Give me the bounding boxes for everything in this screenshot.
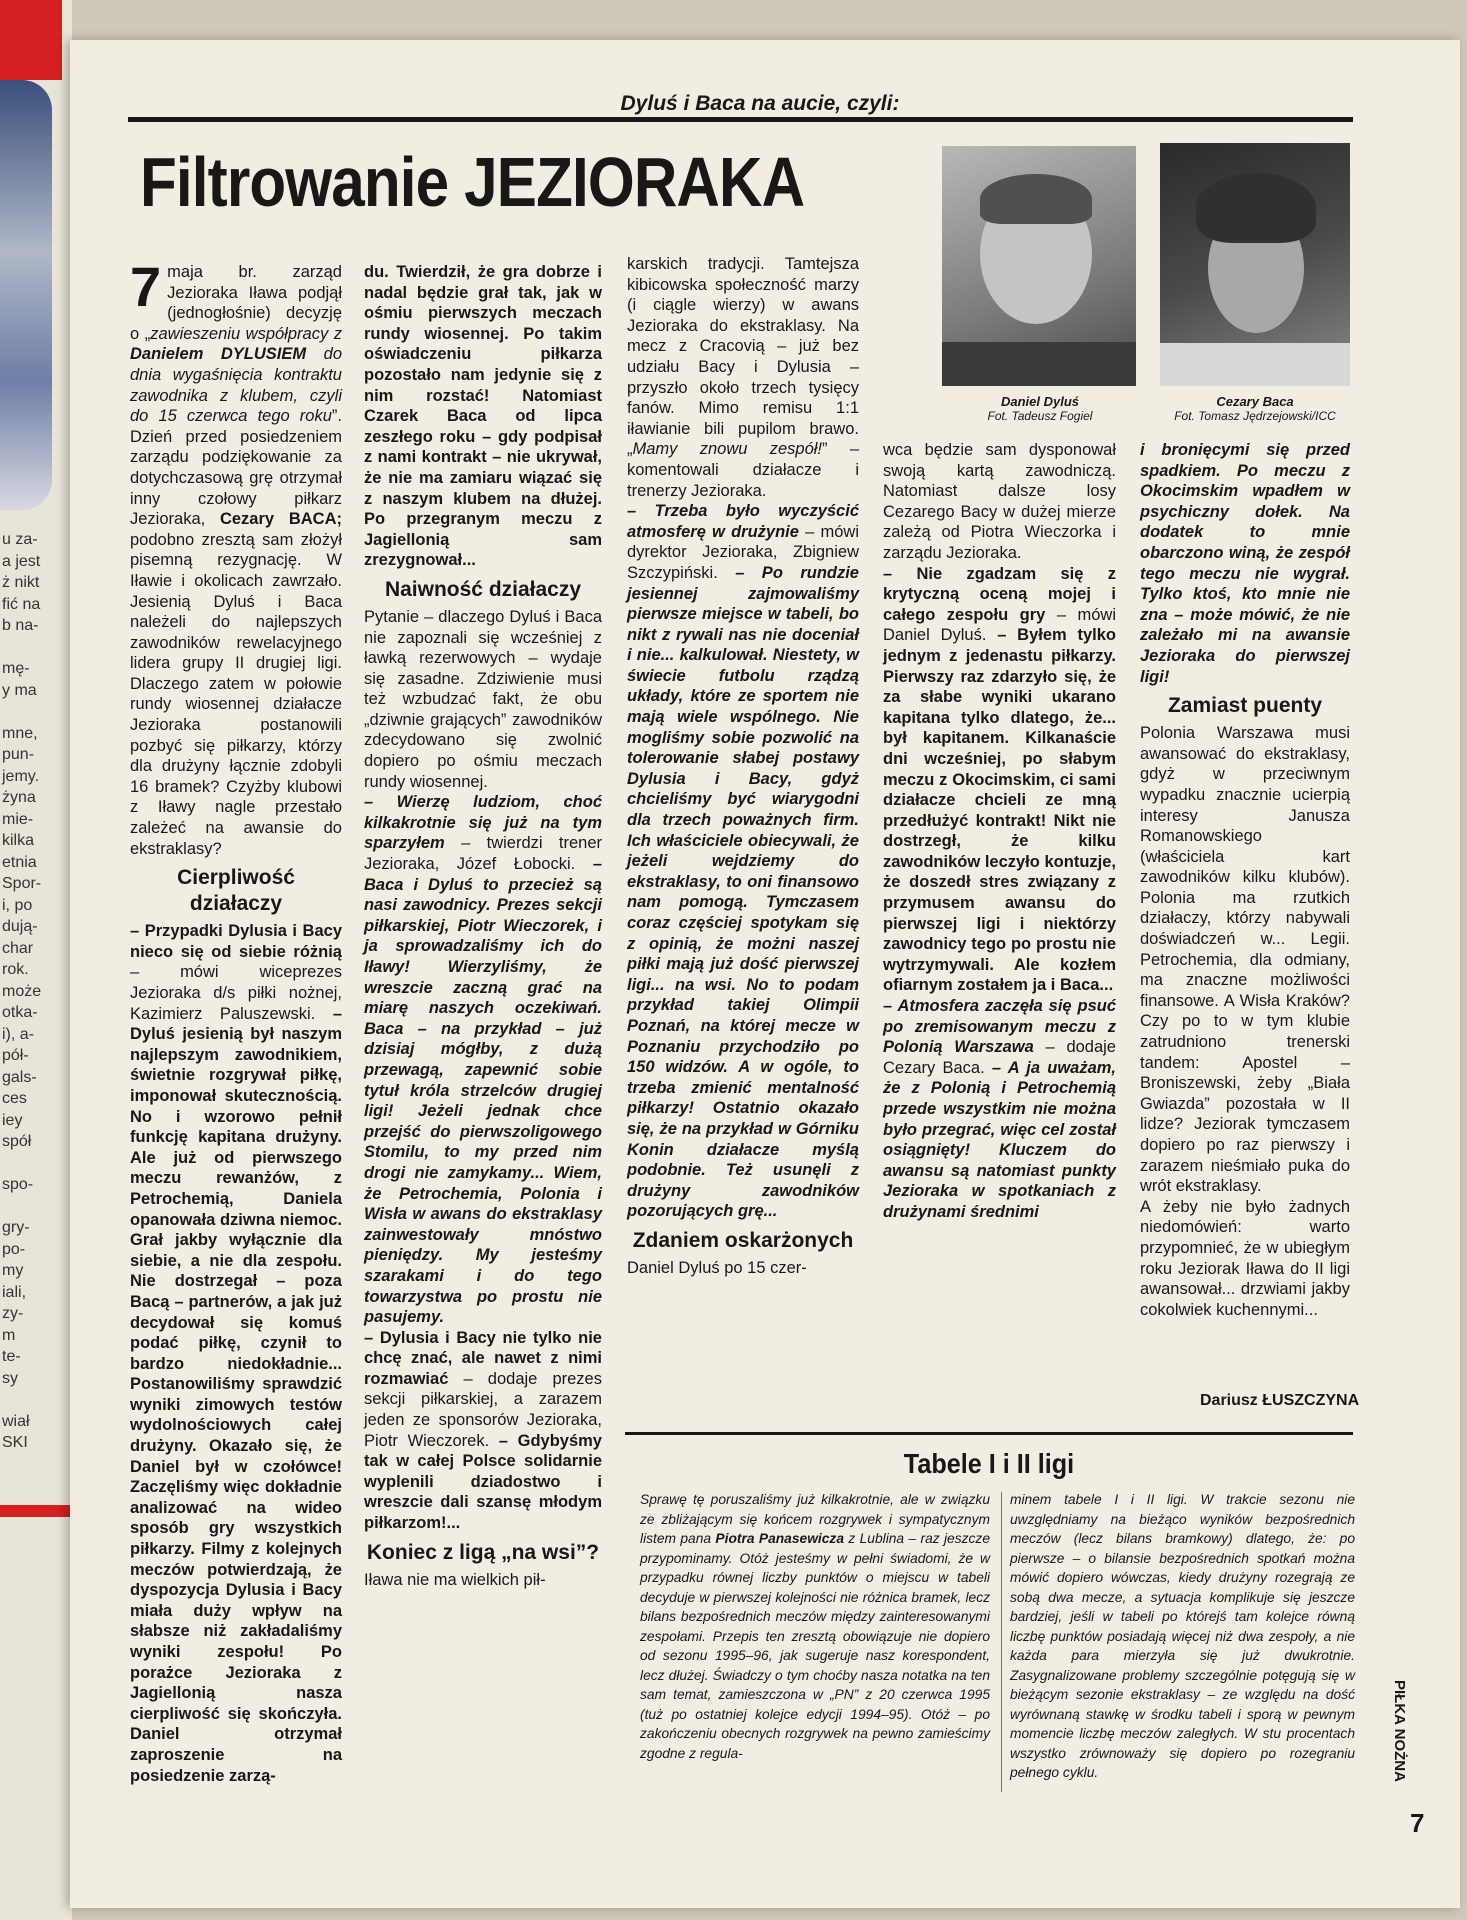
adjacent-page-fragment: etnia	[2, 853, 37, 871]
adjacent-page-fragment: żyna	[2, 789, 36, 806]
top-rule	[128, 117, 1353, 122]
subheading-zdaniem: Zdaniem oskarżonych	[632, 1228, 854, 1252]
page-number: 7	[1410, 1808, 1425, 1838]
column-3: karskich tradycji. Tamtejsza kibicowska społeczność marzy (i ciągle wierzy) w awans Jezioraka do ekstraklasy. Na mecz z Cracovią – już bez udziału Bacy i Dylusia – przyszło około trzech tysięcy fanów. Mimo remisu 1:1 iławianie bili pupilom brawo. „Mamy znowu zespół!” – komentowali działacze i trenerzy Jezioraka. – Trzeba było wyczyścić atmosferę w drużynie – mówi dyrektor Jezioraka, Zbigniew Szczypiński. – Po rundzie jesiennej zajmowaliśmy pierwsze miejsce w tabeli, bo nikt z rywali nas nie doceniał i nie... kalkulował. Niestety, w świecie futbolu rządzą układy, które ze sportem nie mają wiele wspólnego. Nie mogliśmy sobie pozwolić na tolerowanie słabej postawy Dylusia i Bacy, gdyż chcieliśmy być wiarygodni dla trzech poważnych firm. Ich właściciele obiecywali, że jeżeli wejdziemy do ekstraklasy, to oni finansowo nam pomogą. Tymczasem coraz częściej spotykam się z opinią, że możni naszej piłki mają już dość pierwszej ligi... na wsi. No to podam przykład takiej Olimpii Poznań, na której mecze w Poznaniu przychodziło po 150 widzów. A w ogóle, to trzeba zmienić mentalność piłkarzy! Ostatnio okazało się, że na przykład w Górniku Konin działacze myślą podobnie. Też usunęli z drużyny zawodników pozorujących grę... Zdaniem oskarżonych Daniel Dyluś po 15 czer-	[627, 255, 859, 1277]
tables-rule	[625, 1432, 1353, 1435]
adjacent-page-fragment: może	[2, 982, 42, 1000]
subheading-koniec: Koniec z ligą „na wsi”?	[366, 1540, 600, 1564]
adjacent-page-fragment: Spor-	[2, 875, 42, 892]
adjacent-page-fragment: po-	[2, 1240, 26, 1258]
caption-dylus: Daniel Dyluś Fot. Tadeusz Fogiel	[987, 394, 1093, 423]
adjacent-page-fragment: rok.	[2, 961, 29, 978]
adjacent-page-fragment: i, po	[2, 896, 33, 914]
adjacent-page-fragment: otka-	[2, 1004, 38, 1021]
subheading-zamiast-puenty: Zamiast puenty	[1167, 694, 1323, 718]
adjacent-page-fragment: wiał	[2, 1412, 30, 1430]
adjacent-page-red-line	[0, 1505, 72, 1517]
portrait-hair	[980, 174, 1092, 224]
portrait-shirt	[1160, 343, 1350, 386]
tables-text-right: minem tabele I i II ligi. W trakcie sezonu nie uwzględniamy na bieżąco wyników bezpośrednich meczów (lecz bilans bramkowy) dlatego, że: po pierwsze – o bilansie bezpośrednich spotkań można mówić dopiero wówczas, kiedy drużyny rozegrają ze sobą dwa mecze, a sytuacja komplikuje się jeszcze bardziej, jeśli w tabeli po którejś tam kolejce równą liczbę punktów posiadają więcej niż dwa zespoły, a nie każda para mierzyła się już dwukrotnie. Zasygnalizowane problemy szczególnie potęgują się w bieżącym sezonie ekstraklasy – ze względu na dość wyrównaną stawkę w środku tabeli i sporą w pewnym momencie liczbę meczów zaległych. W stu procentach wszystko zrównoważy się dopiero po rozegraniu pełnego cyklu.	[1010, 1492, 1355, 1780]
tables-heading: Tabele I i II ligi	[903, 1448, 1075, 1479]
adjacent-page-fragment: gals-	[2, 1068, 37, 1086]
adjacent-page-fragment: a jest	[2, 552, 41, 570]
adjacent-page-photo	[0, 80, 52, 510]
adjacent-page-fragment: kilka	[2, 832, 35, 849]
adjacent-page-strip	[0, 0, 72, 1920]
article-author: Dariusz ŁUSZCZYNA	[1200, 1392, 1360, 1409]
adjacent-page-fragment: u za-	[2, 531, 38, 548]
adjacent-page-fragment: jemy.	[2, 767, 40, 785]
adjacent-page-fragment: ż nikt	[2, 574, 40, 591]
adjacent-page-fragment: i), a-	[2, 1025, 34, 1043]
photo-cezary-baca	[1160, 143, 1350, 386]
magazine-name-vertical: PIŁKA NOŻNA	[1391, 1680, 1408, 1782]
adjacent-page-fragment: b na-	[2, 617, 39, 634]
column-5: i bronięcymi się przed spadkiem. Po meczu z Okocimskim wpadłem w psychiczny dołek. Na dodatek to mnie obarczono winą, że zespół tego meczu nie wygrał. Tylko ktoś, kto mnie nie zna – może mówić, że nie zależało mi na awansie Jezioraka do pierwszej ligi! Zamiast puenty Polonia Warszawa musi awansować do ekstraklasy, gdyż w przeciwnym wypadku znacznie ucierpią interesy Janusza Romanowskiego (właściciela kart zawodników kilku klubów). Polonia ma rzutkich działaczy, którzy nabywali doświadczeń w... Legii. Petrochemia, dla odmiany, ma znaczne możliwości finansowe. A Wisła Kraków? Czy po to w tym klubie zatrudniono trenerski tandem: Apostel – Broniszewski, żeby „Biała Gwiazda” pozostała w II lidze? Jeziorak tymczasem dopiero po raz pierwszy i zarazem nieśmiało puka do wrót ekstraklasy. A żeby nie było żadnych niedomówień: warto przypomnieć, że w ubiegłym roku Jeziorak Iława do II ligi awansował... drzwiami jakby cokolwiek kuchennymi...	[1140, 441, 1350, 1319]
adjacent-page-fragment: y ma	[2, 681, 37, 699]
column-4: wca będzie sam dysponował swoją kartą zawodniczą. Natomiast dalsze losy Cezarego Bacy w dużej mierze zależą od Piotra Wieczorka i zarządu Jezioraka. – Nie zgadzam się z krytyczną oceną mojej i całego zespołu gry – mówi Daniel Dyluś. – Byłem tylko jednym z jedenastu piłkarzy. Pierwszy raz zdarzyło się, że za słabe wyniki ukarano kapitana tylko dlatego, że... był kapitanem. Kilkanaście dni wcześniej, po słabym meczu z Okocimskim, ci sami działacze chcieli ze mną przedłużyć kontrakt! Nikt nie dostrzegł, że kilku zawodników leczyło kontuzje, że doszedł stres związany z przymusem awansu do pierwszej ligi i niektórzy zawodnicy tego po prostu nie wytrzymywali. Ale kozłem ofiarnym zostałem ja i Baca... – Atmosfera zaczęła się psuć po zremisowanym meczu z Polonią Warszawa – dodaje Cezary Baca. – A ja uważam, że z Polonią i Petrochemią przede wszystkim nie można było przegrać, więc cel został osiągnięty! Kluczem do awansu są natomiast punkty Jezioraka w spotkaniach z drużynami średnimi	[883, 441, 1117, 1221]
adjacent-page-fragment: mę-	[2, 660, 30, 677]
caption-baca: Cezary Baca Fot. Tomasz Jędrzejowski/ICC	[1174, 394, 1336, 423]
adjacent-page-fragment: SKI	[2, 1434, 28, 1451]
column-2: du. Twierdził, że gra dobrze i nadal będzie grał tak, jak w ośmiu pierwszych meczach rundy wiosennej. Po takim oświadczeniu piłkarza pozostało nam jedynie się z nim rozstać! Natomiast Czarek Baca od lipca zeszłego roku – gdy podpisał z nami kontrakt – nie ukrywał, że nie ma zamiaru wiązać się z naszym klubem na dłużej. Po przegranym meczu z Jagiellonią sam zrezygnował... Naiwność działaczy Pytanie – dlaczego Dyluś i Baca nie zapoznali się wcześniej z ławką rezerwowych – wydaje się zasadne. Zdziwienie musi też wzbudzać fakt, że obu „dziwnie grających” zawodników zdecydowano się zwolnić dopiero po ośmiu meczach rundy wiosennej. – Wierzę ludziom, choć kilkakrotnie się już na tym sparzyłem – twierdzi trener Jezioraka, Józef Łobocki. – Baca i Dyluś to przecież są nasi zawodnicy. Prezes sekcji piłkarskiej, Piotr Wieczorek, i ja sprowadzaliśmy ich do Iławy! Wierzyliśmy, że wreszcie zaczną grać na miarę naszych oczekiwań. Baca – na przykład – już dzisiaj mógłby, z dużą przewagą, zapewnić sobie tytuł króla strzelców drugiej ligi! Jeżeli jednak chce przejść do pierwszoligowego Stomilu, to my przed nim drogi nie zamykamy... Wiem, że Petrochemia, Polonia i Wisła w awans do ekstraklasy zainwestowały mnóstwo pieniędzy. My jesteśmy szarakami i do tego towarzystwa po prostu nie pasujemy. – Dylusia i Bacy nie tylko nie chcę znać, ale nawet z nimi rozmawiać – dodaje prezes sekcji piłkarskiej, a zarazem jeden ze sponsorów Jezioraka, Piotr Wieczorek. – Gdybyśmy tak w całej Polsce solidarnie wyplenili dziadostwo i wreszcie dali szansę młodym piłkarzom!... Koniec z ligą „na wsi”? Iława nie ma wielkich pił-	[364, 263, 602, 1589]
subheading-naiwnosc: Naiwność działaczy	[384, 577, 582, 601]
adjacent-page-fragment: my	[2, 1262, 24, 1279]
adjacent-page-fragment: m	[2, 1326, 16, 1344]
adjacent-page-fragment: fić na	[2, 595, 41, 613]
tables-column-separator	[1001, 1492, 1002, 1792]
adjacent-page-fragment: char	[2, 939, 34, 957]
article-headline: Filtrowanie JEZIORAKA	[140, 143, 805, 221]
drop-cap: 7	[130, 255, 162, 318]
adjacent-page-fragment: ces	[2, 1090, 27, 1107]
portrait-hair	[1196, 173, 1316, 243]
article-kicker: Dyluś i Baca na aucie, czyli:	[620, 92, 900, 115]
adjacent-page-fragment: spo-	[2, 1176, 34, 1193]
adjacent-page-fragment: gry-	[2, 1219, 30, 1236]
adjacent-page-fragment: sy	[2, 1369, 18, 1387]
adjacent-page-fragment: pun-	[2, 746, 35, 763]
adjacent-page-fragment: iali,	[2, 1283, 27, 1301]
adjacent-page-fragment: spół	[2, 1133, 32, 1150]
adjacent-page-fragment: te-	[2, 1348, 21, 1365]
subheading-cierpliwosc: Cierpliwość działaczy	[177, 866, 295, 916]
adjacent-page-fragment: zy-	[2, 1305, 24, 1322]
adjacent-page-fragment: dują-	[2, 918, 38, 935]
adjacent-page-fragment: iey	[2, 1111, 23, 1129]
photo-daniel-dylus	[942, 146, 1136, 386]
portrait-shirt	[942, 342, 1136, 386]
tables-text-left: Sprawę tę poruszaliśmy już kilkakrotnie, ale w związku ze zbliżającym się końcem rozgrywek i sympatycznym listem pana Piotra Panasewicza z Lublina – raz jeszcze przypominamy. Otóż jesteśmy w pełni świadomi, że w przypadku równej liczby punktów o miejscu w tabeli decyduje w pierwszej kolejności nie różnica bramek, lecz bilans bezpośrednich meczów między zainteresowanymi zespołami. Przepis ten zresztą obowiązuje nie dopiero od sezonu 1995–96, jak sugeruje nasz korespondent, lecz dłużej. Świadczy o tym choćby nasza notatka na ten sam temat, zamieszczona w „PN” z 20 czerwca 1995 (tuż po ostatniej kolejce edycji 1994–95). Otóż – po zakończeniu obecnych rozgrywek na pewno zamieścimy zgodne z regula-	[640, 1492, 990, 1761]
adjacent-page-red-bar	[0, 0, 62, 80]
column-1: 7 maja br. zarząd Jezioraka Iława podjął (jednogłośnie) decyzję o „zawieszeniu współpracy z Danielem DYLUSIEM do dnia wygaśnięcia kontraktu zawodnika z klubem, czyli do 15 czerwca tego roku”. Dzień przed posiedzeniem zarządu podziękowanie za dotychczasową grę otrzymał inny czołowy piłkarz Jezioraka, Cezary BACA; podobno zresztą sam złożył pisemną rezygnację. W Iławie i okolicach zawrzało. Jesienią Dyluś i Baca należeli do najlepszych zawodników rewelacyjnego lidera grupy II drugiej ligi. Dlaczego zatem w połowie rundy wiosennej działacze Jezioraka postanowili pozbyć się piłkarzy, którzy dla drużyny łącznie zdobyli 16 bramek? Czyżby klubowi z Iławy nagle przestało zależeć na awansie do ekstraklasy? Cierpliwość działaczy – Przypadki Dylusia i Bacy nieco się od siebie różnią – mówi wiceprezes Jezioraka d/s piłki nożnej, Kazimierz Paluszewski. – Dyluś jesienią był naszym najlepszym zawodnikiem, świetnie rozgrywał piłkę, imponował skutecznością. No i wzorowo pełnił funkcję kapitana drużyny. Ale już od pierwszego meczu rewanżów, z Petrochemią, Daniela opanowała dziwna niemoc. Grał jakby wyłącznie dla siebie, a nie dla zespołu. Nie dostrzegał – poza Bacą – partnerów, a jak już decydował się komuś podać piłkę, czynił to bardzo niedokładnie... Postanowiliśmy sprawdzić wyniki zimowych testów wydolnościowych całej drużyny. Okazało się, że Daniel był w czołówce! Zaczęliśmy więc dokładnie analizować na wideo sposób gry wszystkich piłkarzy. Filmy z kolejnych meczów potwierdzają, że dyspozycja Dylusia i Bacy miała duży wpływ na słabsze niż zakładaliśmy wyniki zespołu! Po porażce Jezioraka z Jagiellonią nasza cierpliwość się skończyła. Daniel otrzymał zaproszenie na posiedzenie zarzą-	[130, 255, 342, 1785]
adjacent-page-fragment: mie-	[2, 810, 34, 828]
adjacent-page-fragment: mne,	[2, 724, 38, 742]
adjacent-page-fragment: pół-	[2, 1047, 29, 1064]
